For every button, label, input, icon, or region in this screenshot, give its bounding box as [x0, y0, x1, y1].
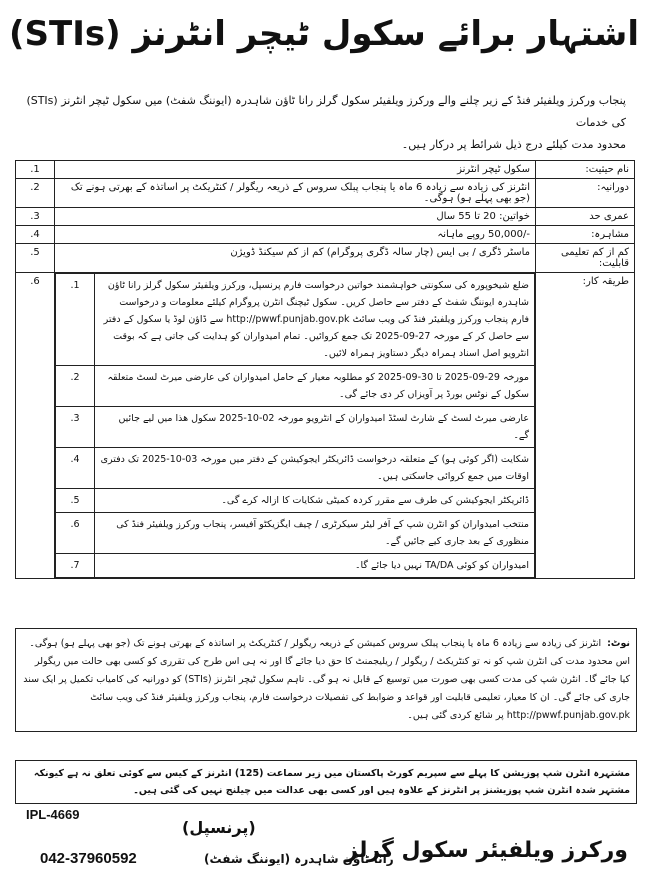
row-label: نام حیثیت: [536, 161, 635, 179]
intro-line-2: محدود مدت کیلئے درج ذیل شرائط پر درکار ہیں۔ [401, 138, 626, 151]
note-label: نوٹ: [607, 638, 630, 649]
step-row [56, 407, 535, 448]
step-number: 1. [56, 274, 95, 366]
table-row [16, 179, 635, 208]
phone-number: 042-37960592 [40, 850, 137, 867]
row-number: 3. [16, 208, 55, 226]
step-row [56, 448, 535, 489]
step-text: شکایت (اگر کوئی ہو) کے متعلقہ درخواست ڈائریکٹر ایجوکیشن کے دفتر میں مورخہ 03-10-2025 تک دفتری اوقات میں جمع کروائی جاسکتی ہیں۔ [95, 448, 535, 489]
row-label: عمری حد [536, 208, 635, 226]
row-value: انٹرنز کی زیادہ سے زیادہ 6 ماہ یا پنجاب پبلک سروس کے ذریعہ ریگولر / کنٹریکٹ پر اساتذہ کے بھرتی ہونے تک (جو بھی پہلے ہو) ہوگی۔ [55, 179, 536, 208]
step-number: 3. [56, 407, 95, 448]
step-number: 7. [56, 554, 95, 578]
ipl-code: IPL-4669 [26, 807, 80, 822]
page-title: اشتہار برائے سکول ٹیچر انٹرنز (STIs) [8, 14, 640, 54]
row-number: 2. [16, 179, 55, 208]
row-number: 6. [16, 273, 55, 579]
table-row-procedure [16, 273, 635, 579]
row-number: 1. [16, 161, 55, 179]
procedure-steps [55, 273, 535, 578]
school-address: رانا ٹاؤن شاہدرہ (ایوننگ شفٹ) [204, 852, 394, 866]
conditions-table [15, 160, 635, 579]
table-row [16, 161, 635, 179]
step-row [56, 513, 535, 554]
step-text: امیدواران کو کوئی TA/DA نہیں دیا جائے گا۔ [95, 554, 535, 578]
procedure-cell [55, 273, 536, 579]
note-text: انٹرنز کی زیادہ سے زیادہ 6 ماہ یا پنجاب پبلک سروس کمیشن کے ذریعہ ریگولر / کنٹریکٹ پر اساتذہ کے بھرتی ہونے تک (جو بھی پہلے ہو) ہوگی۔ اس محدود مدت کی انٹرن شپ کو نہ تو کنٹریکٹ / ریگولر / ریلیجمنٹ کا حق دیا جائے گا اور نہ ہی اس طرح کی تقرری کو کسی بھی حالت میں ریگولر کیا جائے گا۔ انٹرن شپ کی مدت کسی بھی صورت میں توسیع کے قابل نہ ہو گی۔ تاہم سکول ٹیچر انٹرنز (STIs) کو دورانیہ کی کامیاب تکمیل پر ایک سند جاری کی جائے گی۔ ان کا معیار، تعلیمی قابلیت اور قواعد و ضوابط کی تفصیلات درخواست فارم، پنجاب ورکرز ویلفیئر فنڈ کی ویب سائٹ http://pwwf.punjab.gov.pk پر شائع کردی گئی ہیں۔ [23, 638, 630, 721]
step-number: 2. [56, 366, 95, 407]
step-text: ضلع شیخوپورہ کی سکونتی خواہشمند خواتین درخواست فارم پرنسپل، ورکرز ویلفیئر سکول گرلز رانا ٹاؤن شاہدرہ ایوننگ شفٹ کے دفتر سے حاصل کریں۔ سکول ٹیچنگ انٹرن پروگرام کیلئے معلومات و درخواست فارم پنجاب ورکرز ویلفیئر فنڈ کی ویب سائٹ http://pwwf.punjab.gov.pk سے ڈاؤن لوڈ یا سکول کے دفتر سے حاصل کر کے مورخہ 27-09-2025 تک جمع کروائیں۔ تمام امیدواران کو ہدایت کی جاتی ہے کہ بوقت انٹرویو اصل اسناد ہمراہ دیگر دستاویز ہمراہ لائیں۔ [95, 274, 535, 366]
step-row [56, 489, 535, 513]
step-row [56, 274, 535, 366]
table-row [16, 226, 635, 244]
note-box [15, 628, 637, 732]
step-number: 6. [56, 513, 95, 554]
row-value: سکول ٹیچر انٹرنز [55, 161, 536, 179]
step-text: مورخہ 29-09-2025 تا 30-09-2025 کو مطلوبہ معیار کے حامل امیدواران کی عارضی میرٹ لسٹ متعلقہ سکول کے نوٹس بورڈ پر آویزاں کر دی جائے گی۔ [95, 366, 535, 407]
table-row [16, 244, 635, 273]
row-number: 5. [16, 244, 55, 273]
intro-line-1: پنجاب ورکرز ویلفیئر فنڈ کے زیر چلنے والے ورکرز ویلفیئر سکول گرلز رانا ٹاؤن شاہدرہ (ایوننگ شفٹ) میں سکول ٹیچر انٹرنز (STIs) کی خدمات [26, 94, 626, 129]
procedure-label: طریقہ کار: [536, 273, 635, 579]
row-label: دورانیہ: [536, 179, 635, 208]
principal-label: (پرنسپل) [182, 818, 256, 837]
step-row [56, 554, 535, 578]
step-number: 4. [56, 448, 95, 489]
intro-paragraph [24, 90, 626, 156]
step-text: ڈائریکٹر ایجوکیشن کی طرف سے مقرر کردہ کمیٹی شکایات کا ازالہ کرے گی۔ [95, 489, 535, 513]
row-number: 4. [16, 226, 55, 244]
step-text: عارضی میرٹ لسٹ کے شارٹ لسٹڈ امیدواران کے انٹرویو مورخہ 02-10-2025 سکول ھذا میں لیے جائیں گے۔ [95, 407, 535, 448]
notice-box: مشتہرہ انٹرن شپ پوزیشن کا پہلے سے سپریم کورٹ پاکستان میں زیر سماعت (125) انٹرنز کے کیس سے کوئی تعلق نہ ہے کیونکہ مشتہر شدہ انٹرن شپ پوزیشنز پر انٹرنز کے علاوہ ہیں اور کسی بھی عدالت میں چیلنج نہیں کی گئی ہیں۔ [15, 760, 637, 804]
step-text: منتخب امیدواران کو انٹرن شپ کے آفر لیٹر سیکرٹری / چیف ایگزیکٹو آفیسر، پنجاب ورکرز ویلفیئر فنڈ کی منظوری کے بعد جاری کیے جائیں گے۔ [95, 513, 535, 554]
school-name: ورکرز ویلفیئر سکول گرلز [345, 838, 628, 863]
table-row [16, 208, 635, 226]
row-label: مشاہرہ: [536, 226, 635, 244]
row-label: کم از کم تعلیمی قابلیت: [536, 244, 635, 273]
step-number: 5. [56, 489, 95, 513]
row-value: -/50,000 روپے ماہانہ [55, 226, 536, 244]
step-row [56, 366, 535, 407]
row-value: خواتین: 20 تا 55 سال [55, 208, 536, 226]
row-value: ماسٹر ڈگری / بی ایس (چار سالہ ڈگری پروگرام) کم از کم سیکنڈ ڈویژن [55, 244, 536, 273]
